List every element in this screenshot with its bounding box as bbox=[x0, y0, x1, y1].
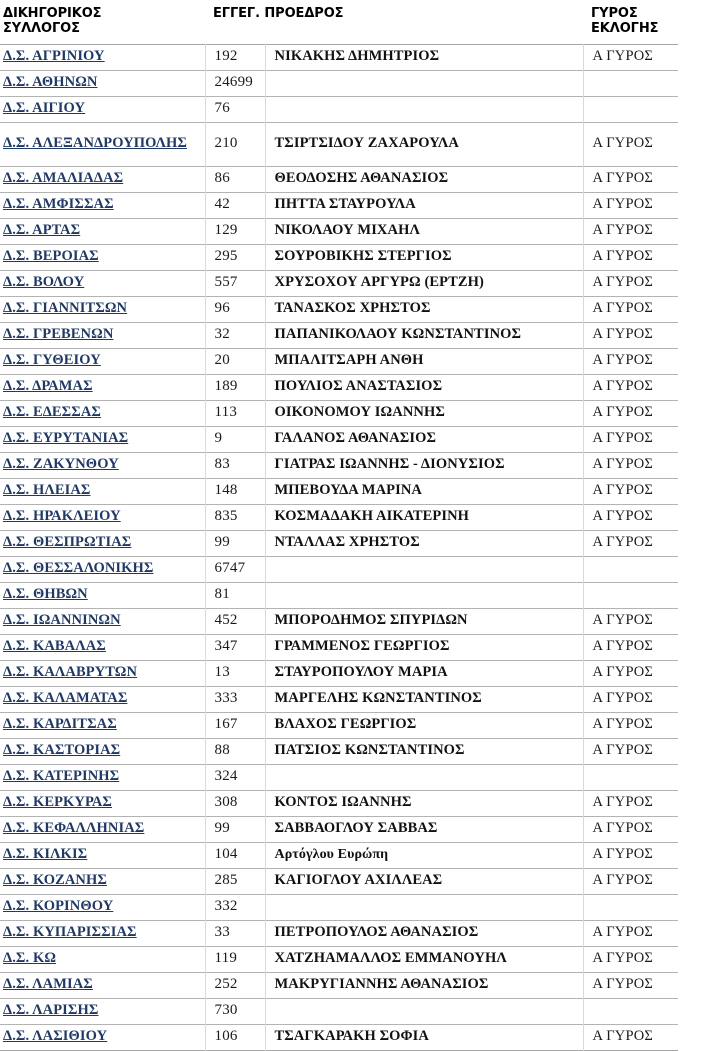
cell-association bbox=[0, 270, 205, 296]
cell-registered-members: 347 bbox=[205, 634, 265, 660]
association-link[interactable]: Δ.Σ. ΚΩ bbox=[3, 950, 57, 967]
cell-president: ΤΑΝΑΣΚΟΣ ΧΡΗΣΤΟΣ bbox=[265, 296, 583, 322]
cell-election-round: Α ΓΥΡΟΣ bbox=[583, 790, 678, 816]
cell-registered-members: 42 bbox=[205, 192, 265, 218]
cell-election-round: Α ΓΥΡΟΣ bbox=[583, 504, 678, 530]
table-row bbox=[0, 842, 678, 868]
cell-association bbox=[0, 634, 205, 660]
cell-registered-members: 9 bbox=[205, 426, 265, 452]
cell-election-round: Α ΓΥΡΟΣ bbox=[583, 816, 678, 842]
association-link[interactable]: Δ.Σ. ΘΕΣΠΡΩΤΙΑΣ bbox=[3, 534, 132, 551]
cell-association bbox=[0, 70, 205, 96]
cell-association bbox=[0, 348, 205, 374]
cell-association bbox=[0, 582, 205, 608]
cell-association bbox=[0, 920, 205, 946]
cell-registered-members: 189 bbox=[205, 374, 265, 400]
table-header-row bbox=[0, 0, 678, 44]
cell-election-round bbox=[583, 998, 678, 1024]
table-row bbox=[0, 972, 678, 998]
cell-registered-members: 333 bbox=[205, 686, 265, 712]
cell-registered-members: 252 bbox=[205, 972, 265, 998]
association-link[interactable]: Δ.Σ. ΛΑΜΙΑΣ bbox=[3, 976, 93, 993]
cell-election-round: Α ΓΥΡΟΣ bbox=[583, 452, 678, 478]
cell-registered-members: 32 bbox=[205, 322, 265, 348]
table-row bbox=[0, 946, 678, 972]
cell-registered-members: 452 bbox=[205, 608, 265, 634]
association-link[interactable]: Δ.Σ. ΑΙΓΙΟΥ bbox=[3, 100, 86, 117]
association-link[interactable]: Δ.Σ. ΚΑΡΔΙΤΣΑΣ bbox=[3, 716, 117, 733]
cell-election-round bbox=[583, 556, 678, 582]
cell-president: ΝΤΑΛΛΑΣ ΧΡΗΣΤΟΣ bbox=[265, 530, 583, 556]
cell-association bbox=[0, 868, 205, 894]
table-row bbox=[0, 686, 678, 712]
cell-president: ΠΑΠΑΝΙΚΟΛΑΟΥ ΚΩΝΣΤΑΝΤΙΝΟΣ bbox=[265, 322, 583, 348]
cell-registered-members: 210 bbox=[205, 122, 265, 166]
cell-association bbox=[0, 972, 205, 998]
cell-president: ΓΡΑΜΜΕΝΟΣ ΓΕΩΡΓΙΟΣ bbox=[265, 634, 583, 660]
cell-association bbox=[0, 816, 205, 842]
column-header-round-line1: ΓΥΡΟΣ bbox=[591, 6, 638, 21]
association-link[interactable]: Δ.Σ. ΘΗΒΩΝ bbox=[3, 586, 88, 603]
table-row bbox=[0, 452, 678, 478]
cell-election-round: Α ΓΥΡΟΣ bbox=[583, 738, 678, 764]
table-row bbox=[0, 582, 678, 608]
table-row bbox=[0, 426, 678, 452]
association-link[interactable]: Δ.Σ. ΚΑΛΑΜΑΤΑΣ bbox=[3, 690, 128, 707]
cell-registered-members: 113 bbox=[205, 400, 265, 426]
table-row bbox=[0, 712, 678, 738]
association-link[interactable]: Δ.Σ. ΚΕΦΑΛΛΗΝΙΑΣ bbox=[3, 820, 145, 837]
cell-association bbox=[0, 122, 205, 166]
cell-president: ΟΙΚΟΝΟΜΟΥ ΙΩΑΝΝΗΣ bbox=[265, 400, 583, 426]
association-link[interactable]: Δ.Σ. ΚΑΤΕΡΙΝΗΣ bbox=[3, 768, 120, 785]
cell-president: ΠΗΤΤΑ ΣΤΑΥΡΟΥΛΑ bbox=[265, 192, 583, 218]
association-link[interactable]: Δ.Σ. ΒΟΛΟΥ bbox=[3, 274, 85, 291]
cell-registered-members: 295 bbox=[205, 244, 265, 270]
cell-association bbox=[0, 946, 205, 972]
cell-registered-members: 96 bbox=[205, 296, 265, 322]
cell-president: ΚΟΣΜΑΔΑΚΗ ΑΙΚΑΤΕΡΙΝΗ bbox=[265, 504, 583, 530]
cell-president: ΜΠΑΛΙΤΣΑΡΗ ΑΝΘΗ bbox=[265, 348, 583, 374]
cell-election-round bbox=[583, 582, 678, 608]
cell-registered-members: 81 bbox=[205, 582, 265, 608]
cell-president: ΣΤΑΥΡΟΠΟΥΛΟΥ ΜΑΡΙΑ bbox=[265, 660, 583, 686]
cell-election-round bbox=[583, 894, 678, 920]
association-link[interactable]: Δ.Σ. ΚΟΡΙΝΘΟΥ bbox=[3, 898, 114, 915]
cell-president: ΤΣΙΡΤΣΙΔΟΥ ΖΑΧΑΡΟΥΛΑ bbox=[265, 122, 583, 166]
column-header-association bbox=[0, 0, 205, 44]
table-row bbox=[0, 998, 678, 1024]
cell-election-round: Α ΓΥΡΟΣ bbox=[583, 842, 678, 868]
cell-president: ΝΙΚΑΚΗΣ ΔΗΜΗΤΡΙΟΣ bbox=[265, 44, 583, 70]
cell-election-round: Α ΓΥΡΟΣ bbox=[583, 478, 678, 504]
cell-association bbox=[0, 478, 205, 504]
cell-association bbox=[0, 296, 205, 322]
association-link[interactable]: Δ.Σ. ΗΡΑΚΛΕΙΟΥ bbox=[3, 508, 121, 525]
cell-election-round: Α ΓΥΡΟΣ bbox=[583, 244, 678, 270]
cell-association bbox=[0, 452, 205, 478]
cell-association bbox=[0, 712, 205, 738]
cell-president: ΝΙΚΟΛΑΟΥ ΜΙΧΑΗΛ bbox=[265, 218, 583, 244]
cell-election-round: Α ΓΥΡΟΣ bbox=[583, 122, 678, 166]
cell-association bbox=[0, 1024, 205, 1050]
cell-election-round: Α ΓΥΡΟΣ bbox=[583, 660, 678, 686]
association-link[interactable]: Δ.Σ. ΚΑΒΑΛΑΣ bbox=[3, 638, 106, 655]
cell-president: ΘΕΟΔΟΣΗΣ ΑΘΑΝΑΣΙΟΣ bbox=[265, 166, 583, 192]
cell-president: ΤΣΑΓΚΑΡΑΚΗ ΣΟΦΙΑ bbox=[265, 1024, 583, 1050]
cell-registered-members: 20 bbox=[205, 348, 265, 374]
table-row bbox=[0, 764, 678, 790]
cell-registered-members: 119 bbox=[205, 946, 265, 972]
association-link[interactable]: Δ.Σ. ΚΑΣΤΟΡΙΑΣ bbox=[3, 742, 121, 759]
cell-election-round: Α ΓΥΡΟΣ bbox=[583, 400, 678, 426]
cell-association bbox=[0, 322, 205, 348]
cell-election-round bbox=[583, 764, 678, 790]
cell-president: ΠΑΤΣΙΟΣ ΚΩΝΣΤΑΝΤΙΝΟΣ bbox=[265, 738, 583, 764]
cell-president: ΠΟΥΛΙΟΣ ΑΝΑΣΤΑΣΙΟΣ bbox=[265, 374, 583, 400]
cell-association bbox=[0, 218, 205, 244]
cell-election-round: Α ΓΥΡΟΣ bbox=[583, 270, 678, 296]
cell-association bbox=[0, 842, 205, 868]
table-row bbox=[0, 218, 678, 244]
association-link[interactable]: Δ.Σ. ΛΑΣΙΘΙΟΥ bbox=[3, 1028, 108, 1045]
cell-election-round: Α ΓΥΡΟΣ bbox=[583, 530, 678, 556]
cell-election-round: Α ΓΥΡΟΣ bbox=[583, 920, 678, 946]
table-row bbox=[0, 790, 678, 816]
cell-association bbox=[0, 686, 205, 712]
cell-president bbox=[265, 764, 583, 790]
association-link[interactable]: Δ.Σ. ΚΑΛΑΒΡΥΤΩΝ bbox=[3, 664, 138, 681]
cell-election-round: Α ΓΥΡΟΣ bbox=[583, 946, 678, 972]
cell-registered-members: 148 bbox=[205, 478, 265, 504]
cell-association bbox=[0, 426, 205, 452]
cell-registered-members: 33 bbox=[205, 920, 265, 946]
column-header-association-line1: ΔΙΚΗΓΟΡΙΚΟΣ bbox=[3, 6, 102, 21]
cell-president: ΜΑΡΓΕΛΗΣ ΚΩΝΣΤΑΝΤΙΝΟΣ bbox=[265, 686, 583, 712]
cell-registered-members: 730 bbox=[205, 998, 265, 1024]
cell-election-round: Α ΓΥΡΟΣ bbox=[583, 868, 678, 894]
cell-election-round: Α ΓΥΡΟΣ bbox=[583, 44, 678, 70]
association-link[interactable]: Δ.Σ. ΘΕΣΣΑΛΟΝΙΚΗΣ bbox=[3, 560, 154, 577]
table-row bbox=[0, 1024, 678, 1050]
cell-election-round: Α ΓΥΡΟΣ bbox=[583, 634, 678, 660]
cell-president: ΓΑΛΑΝΟΣ ΑΘΑΝΑΣΙΟΣ bbox=[265, 426, 583, 452]
cell-association bbox=[0, 504, 205, 530]
table-row bbox=[0, 270, 678, 296]
table-row bbox=[0, 634, 678, 660]
table-row bbox=[0, 816, 678, 842]
cell-election-round: Α ΓΥΡΟΣ bbox=[583, 712, 678, 738]
table-row bbox=[0, 192, 678, 218]
association-link[interactable]: Δ.Σ. ΕΔΕΣΣΑΣ bbox=[3, 404, 101, 421]
table-body bbox=[0, 44, 678, 1050]
cell-election-round: Α ΓΥΡΟΣ bbox=[583, 192, 678, 218]
cell-president bbox=[265, 582, 583, 608]
cell-president: ΧΡΥΣΟΧΟΥ ΑΡΓΥΡΩ (ΕΡΤΖΗ) bbox=[265, 270, 583, 296]
cell-registered-members: 99 bbox=[205, 530, 265, 556]
cell-association bbox=[0, 660, 205, 686]
cell-president: ΒΛΑΧΟΣ ΓΕΩΡΓΙΟΣ bbox=[265, 712, 583, 738]
column-header-round-line2: ΕΚΛΟΓΗΣ bbox=[591, 21, 659, 37]
cell-registered-members: 332 bbox=[205, 894, 265, 920]
table-row bbox=[0, 868, 678, 894]
table-row bbox=[0, 894, 678, 920]
cell-president: ΧΑΤΖΗΑΜΑΛΛΟΣ ΕΜΜΑΝΟΥΗΛ bbox=[265, 946, 583, 972]
association-link[interactable]: Δ.Σ. ΑΛΕΞΑΝΔΡΟΥΠΟΛΗΣ bbox=[3, 135, 187, 152]
association-link[interactable]: Δ.Σ. ΑΜΑΛΙΑΔΑΣ bbox=[3, 170, 124, 187]
association-link[interactable]: Δ.Σ. ΑΘΗΝΩΝ bbox=[3, 74, 98, 91]
cell-registered-members: 106 bbox=[205, 1024, 265, 1050]
cell-election-round: Α ΓΥΡΟΣ bbox=[583, 374, 678, 400]
cell-registered-members: 104 bbox=[205, 842, 265, 868]
table-row bbox=[0, 348, 678, 374]
cell-president bbox=[265, 556, 583, 582]
cell-president bbox=[265, 998, 583, 1024]
cell-association bbox=[0, 790, 205, 816]
association-link[interactable]: Δ.Σ. ΓΥΘΕΙΟΥ bbox=[3, 352, 101, 369]
table-row bbox=[0, 920, 678, 946]
association-link[interactable]: Δ.Σ. ΙΩΑΝΝΙΝΩΝ bbox=[3, 612, 121, 629]
table-row bbox=[0, 504, 678, 530]
cell-registered-members: 76 bbox=[205, 96, 265, 122]
cell-president: ΣΟΥΡΟΒΙΚΗΣ ΣΤΕΡΓΙΟΣ bbox=[265, 244, 583, 270]
association-link[interactable]: Δ.Σ. ΑΜΦΙΣΣΑΣ bbox=[3, 196, 114, 213]
association-link[interactable]: Δ.Σ. ΒΕΡΟΙΑΣ bbox=[3, 248, 99, 265]
cell-association bbox=[0, 556, 205, 582]
association-link[interactable]: Δ.Σ. ΚΕΡΚΥΡΑΣ bbox=[3, 794, 112, 811]
table-row bbox=[0, 556, 678, 582]
cell-election-round: Α ΓΥΡΟΣ bbox=[583, 218, 678, 244]
cell-registered-members: 557 bbox=[205, 270, 265, 296]
table-row bbox=[0, 400, 678, 426]
cell-president bbox=[265, 70, 583, 96]
cell-president bbox=[265, 894, 583, 920]
column-header-election-round bbox=[583, 0, 678, 44]
association-link[interactable]: Δ.Σ. ΛΑΡΙΣΗΣ bbox=[3, 1002, 99, 1019]
cell-registered-members: 88 bbox=[205, 738, 265, 764]
table-row bbox=[0, 166, 678, 192]
association-link[interactable]: Δ.Σ. ΚΥΠΑΡΙΣΣΙΑΣ bbox=[3, 924, 137, 941]
table-row bbox=[0, 122, 678, 166]
association-link[interactable]: Δ.Σ. ΓΙΑΝΝΙΤΣΩΝ bbox=[3, 300, 128, 317]
cell-association bbox=[0, 244, 205, 270]
cell-association bbox=[0, 192, 205, 218]
cell-president: Αρτόγλου Ευρώπη bbox=[265, 842, 583, 868]
association-link[interactable]: Δ.Σ. ΔΡΑΜΑΣ bbox=[3, 378, 93, 395]
cell-election-round: Α ΓΥΡΟΣ bbox=[583, 608, 678, 634]
cell-registered-members: 285 bbox=[205, 868, 265, 894]
cell-association bbox=[0, 166, 205, 192]
cell-registered-members: 129 bbox=[205, 218, 265, 244]
table-row bbox=[0, 70, 678, 96]
cell-registered-members: 6747 bbox=[205, 556, 265, 582]
cell-president: ΓΙΑΤΡΑΣ ΙΩΑΝΝΗΣ - ΔΙΟΝΥΣΙΟΣ bbox=[265, 452, 583, 478]
cell-election-round: Α ΓΥΡΟΣ bbox=[583, 972, 678, 998]
cell-registered-members: 167 bbox=[205, 712, 265, 738]
association-link[interactable]: Δ.Σ. ΚΙΛΚΙΣ bbox=[3, 846, 88, 863]
cell-association bbox=[0, 44, 205, 70]
cell-association bbox=[0, 374, 205, 400]
cell-election-round: Α ΓΥΡΟΣ bbox=[583, 1024, 678, 1050]
cell-association bbox=[0, 530, 205, 556]
cell-president: ΜΑΚΡΥΓΙΑΝΝΗΣ ΑΘΑΝΑΣΙΟΣ bbox=[265, 972, 583, 998]
association-link[interactable]: Δ.Σ. ΑΓΡΙΝΙΟΥ bbox=[3, 48, 105, 65]
table-row bbox=[0, 530, 678, 556]
association-link[interactable]: Δ.Σ. ΓΡΕΒΕΝΩΝ bbox=[3, 326, 114, 343]
cell-association bbox=[0, 738, 205, 764]
table-row bbox=[0, 296, 678, 322]
cell-association bbox=[0, 400, 205, 426]
cell-election-round bbox=[583, 70, 678, 96]
table-row bbox=[0, 96, 678, 122]
table-row bbox=[0, 608, 678, 634]
cell-election-round bbox=[583, 96, 678, 122]
table-row bbox=[0, 244, 678, 270]
cell-president: ΜΠΟΡΟΔΗΜΟΣ ΣΠΥΡΙΔΩΝ bbox=[265, 608, 583, 634]
cell-registered-members: 86 bbox=[205, 166, 265, 192]
column-header-members-president: ΕΓΓΕΓ. ΠΡΟΕΔΡΟΣ bbox=[205, 0, 583, 44]
cell-registered-members: 24699 bbox=[205, 70, 265, 96]
cell-election-round: Α ΓΥΡΟΣ bbox=[583, 426, 678, 452]
cell-registered-members: 308 bbox=[205, 790, 265, 816]
cell-president: ΚΑΓΙΟΓΛΟΥ ΑΧΙΛΛΕΑΣ bbox=[265, 868, 583, 894]
cell-association bbox=[0, 998, 205, 1024]
cell-registered-members: 324 bbox=[205, 764, 265, 790]
association-link[interactable]: Δ.Σ. ΑΡΤΑΣ bbox=[3, 222, 81, 239]
cell-election-round: Α ΓΥΡΟΣ bbox=[583, 348, 678, 374]
cell-registered-members: 83 bbox=[205, 452, 265, 478]
cell-registered-members: 13 bbox=[205, 660, 265, 686]
cell-association bbox=[0, 764, 205, 790]
table-row bbox=[0, 738, 678, 764]
cell-election-round: Α ΓΥΡΟΣ bbox=[583, 686, 678, 712]
association-link[interactable]: Δ.Σ. ΖΑΚΥΝΘΟΥ bbox=[3, 456, 119, 473]
cell-president bbox=[265, 96, 583, 122]
cell-association bbox=[0, 894, 205, 920]
column-header-association-line2: ΣΥΛΛΟΓΟΣ bbox=[3, 21, 80, 37]
cell-election-round: Α ΓΥΡΟΣ bbox=[583, 166, 678, 192]
cell-election-round: Α ΓΥΡΟΣ bbox=[583, 296, 678, 322]
association-link[interactable]: Δ.Σ. ΗΛΕΙΑΣ bbox=[3, 482, 91, 499]
cell-association bbox=[0, 96, 205, 122]
cell-president: ΣΑΒΒΑΟΓΛΟΥ ΣΑΒΒΑΣ bbox=[265, 816, 583, 842]
cell-president: ΜΠΕΒΟΥΔΑ ΜΑΡΙΝΑ bbox=[265, 478, 583, 504]
cell-registered-members: 192 bbox=[205, 44, 265, 70]
table-row bbox=[0, 660, 678, 686]
table-row bbox=[0, 44, 678, 70]
association-link[interactable]: Δ.Σ. ΚΟΖΑΝΗΣ bbox=[3, 872, 107, 889]
table-header bbox=[0, 0, 678, 44]
cell-registered-members: 835 bbox=[205, 504, 265, 530]
cell-president: ΠΕΤΡΟΠΟΥΛΟΣ ΑΘΑΝΑΣΙΟΣ bbox=[265, 920, 583, 946]
table-row bbox=[0, 374, 678, 400]
cell-registered-members: 99 bbox=[205, 816, 265, 842]
table-row bbox=[0, 478, 678, 504]
cell-association bbox=[0, 608, 205, 634]
association-link[interactable]: Δ.Σ. ΕΥΡΥΤΑΝΙΑΣ bbox=[3, 430, 129, 447]
cell-president: ΚΟΝΤΟΣ ΙΩΑΝΝΗΣ bbox=[265, 790, 583, 816]
cell-election-round: Α ΓΥΡΟΣ bbox=[583, 322, 678, 348]
table-row bbox=[0, 322, 678, 348]
